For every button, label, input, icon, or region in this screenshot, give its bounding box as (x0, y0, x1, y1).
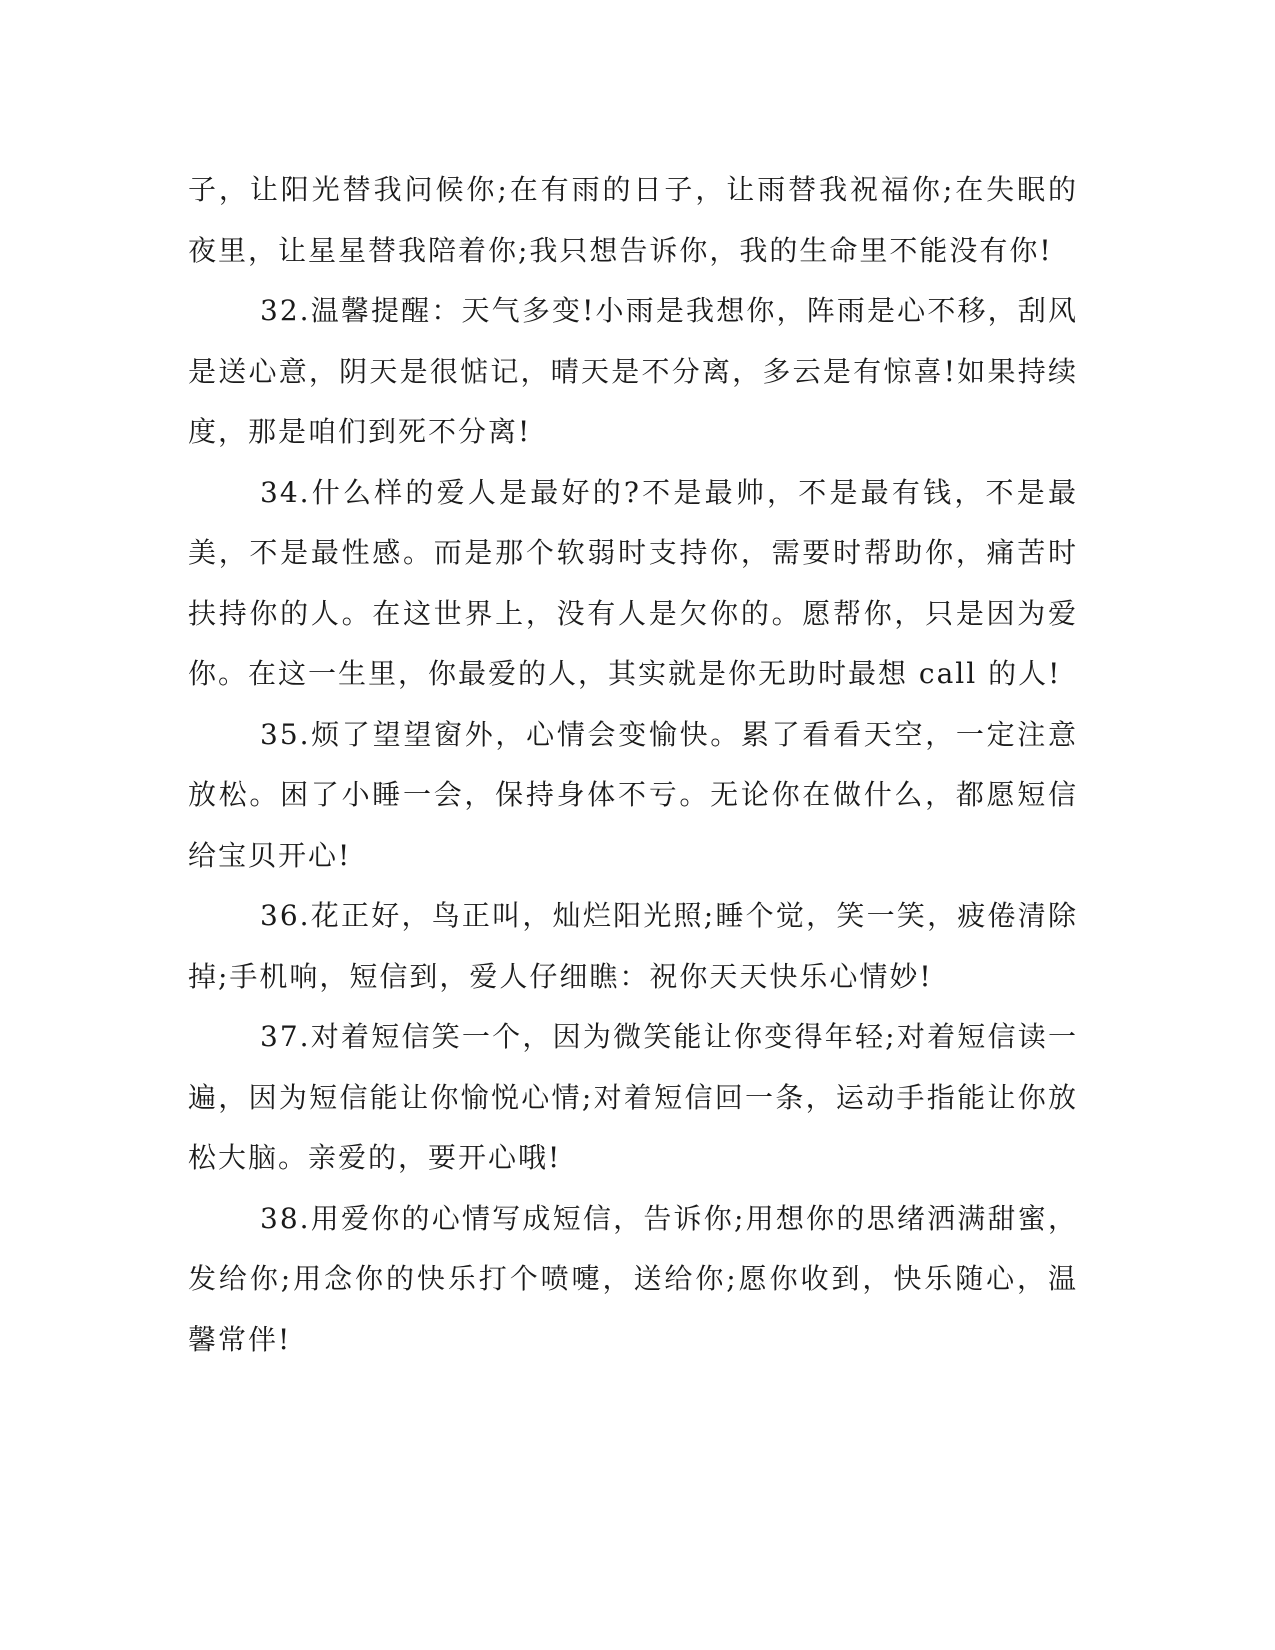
paragraph-32: 32.温馨提醒：天气多变!小雨是我想你，阵雨是心不移，刮风是送心意，阴天是很惦记，晴天是不分离，多云是有惊喜!如果持续度，那是咱们到死不分离! (188, 294, 1078, 448)
paragraph-35: 35.烦了望望窗外，心情会变愉快。累了看看天空，一定注意放松。困了小睡一会，保持身体不亏。无论你在做什么，都愿短信给宝贝开心! (188, 717, 1078, 872)
paragraph-31-continuation: 子，让阳光替我问候你;在有雨的日子，让雨替我祝福你;在失眠的夜里，让星星替我陪着你;我只想告诉你，我的生命里不能没有你! (188, 173, 1078, 267)
paragraph-36: 36.花正好，鸟正叫，灿烂阳光照;睡个觉，笑一笑，疲倦清除掉;手机响，短信到，爱人仔细瞧：祝你天天快乐心情妙! (188, 899, 1078, 993)
paragraph-37: 37.对着短信笑一个，因为微笑能让你变得年轻;对着短信读一遍，因为短信能让你愉悦心情;对着短信回一条，运动手指能让你放松大脑。亲爱的，要开心哦! (188, 1020, 1078, 1174)
paragraph-34: 34.什么样的爱人是最好的?不是最帅，不是最有钱，不是最美，不是最性感。而是那个软弱时支持你，需要时帮助你，痛苦时扶持你的人。在这世界上，没有人是欠你的。愿帮你，只是因为爱你。在这一生里，你最爱的人，其实就是你无助时最想 call 的人! (188, 475, 1078, 690)
paragraph-38: 38.用爱你的心情写成短信，告诉你;用想你的思绪洒满甜蜜，发给你;用念你的快乐打个喷嚏，送给你;愿你收到，快乐随心，温馨常伴! (188, 1201, 1078, 1356)
document-body (188, 160, 1078, 1370)
